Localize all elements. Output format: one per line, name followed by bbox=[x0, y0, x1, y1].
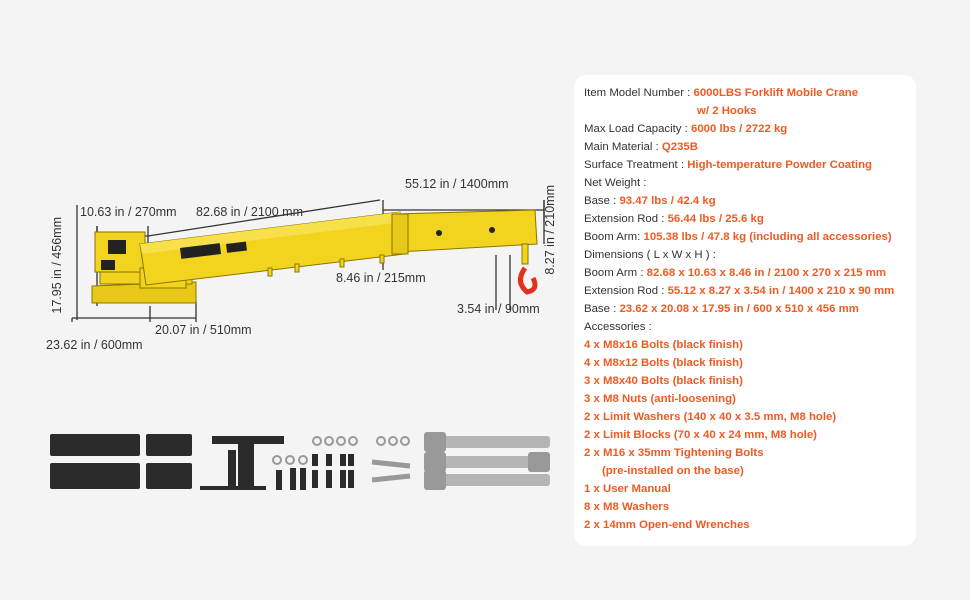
lifting-hook bbox=[520, 244, 535, 292]
spec-capacity: Max Load Capacity : 6000 lbs / 2722 kg bbox=[584, 123, 788, 135]
list-item: 4 x M8x12 Bolts (black finish) bbox=[584, 357, 743, 369]
list-item: 3 x M8x40 Bolts (black finish) bbox=[584, 375, 743, 387]
extension-height-dimension: 8.27 in / 210mm bbox=[543, 185, 557, 275]
limit-washer-plates bbox=[50, 434, 192, 489]
list-item: 2 x 14mm Open-end Wrenches bbox=[584, 519, 750, 531]
spec-surface: Surface Treatment : High-temperature Powder Coating bbox=[584, 159, 873, 171]
spec-base-dims: Base : 23.62 x 20.08 x 17.95 in / 600 x 510 x 456 mm bbox=[584, 303, 859, 315]
spec-base-weight: Base : 93.47 lbs / 42.4 kg bbox=[584, 195, 716, 207]
boom-width-dimension: 10.63 in / 270mm bbox=[80, 205, 177, 219]
list-item: 3 x M8 Nuts (anti-loosening) bbox=[584, 393, 736, 405]
spec-model: Item Model Number : 6000LBS Forklift Mobile Crane bbox=[584, 87, 859, 99]
spec-extension-dims: Extension Rod : 55.12 x 8.27 x 3.54 in / 1400 x 210 x 90 mm bbox=[584, 285, 895, 297]
list-item: 8 x M8 Washers bbox=[584, 501, 670, 513]
specifications-panel bbox=[574, 75, 916, 546]
spec-model-cont: w/ 2 Hooks bbox=[697, 105, 757, 117]
list-item: 2 x Limit Blocks (70 x 40 x 24 mm, M8 hole) bbox=[584, 429, 817, 441]
list-item: 2 x Limit Washers (140 x 40 x 3.5 mm, M8 hole) bbox=[584, 411, 837, 423]
spec-dimensions: Dimensions ( L x W x H ) : bbox=[584, 249, 716, 261]
boom-height-dimension: 8.46 in / 215mm bbox=[336, 271, 426, 285]
list-item: 1 x User Manual bbox=[584, 483, 671, 495]
hook-offset-dimension: 3.54 in / 90mm bbox=[457, 302, 540, 316]
spec-material: Main Material : Q235B bbox=[584, 141, 698, 153]
boom-length-dimension: 82.68 in / 2100 mm bbox=[196, 205, 304, 219]
extension-length-dimension: 55.12 in / 1400mm bbox=[405, 177, 509, 191]
extension-pins bbox=[424, 432, 550, 490]
base-length-dimension: 23.62 in / 600mm bbox=[46, 338, 143, 352]
spec-net-weight: Net Weight : bbox=[584, 177, 647, 189]
extension-rod bbox=[392, 210, 537, 254]
open-end-wrenches bbox=[372, 462, 410, 480]
list-item: 2 x M16 x 35mm Tightening Bolts bbox=[584, 447, 764, 459]
list-item-note: (pre-installed on the base) bbox=[602, 465, 744, 477]
tightening-bolt bbox=[200, 436, 284, 490]
spec-accessories: Accessories : bbox=[584, 321, 652, 333]
base-width-dimension: 20.07 in / 510mm bbox=[155, 323, 252, 337]
spec-extension-weight: Extension Rod : 56.44 lbs / 25.6 kg bbox=[584, 213, 764, 225]
spec-boom-dims: Boom Arm : 82.68 x 10.63 x 8.46 in / 2100 x 270 x 215 mm bbox=[584, 267, 887, 279]
base-height-dimension: 17.95 in / 456mm bbox=[50, 217, 64, 314]
spec-boom-weight: Boom Arm: 105.38 lbs / 47.8 kg (including all accessories) bbox=[584, 231, 892, 243]
list-item: 4 x M8x16 Bolts (black finish) bbox=[584, 339, 743, 351]
